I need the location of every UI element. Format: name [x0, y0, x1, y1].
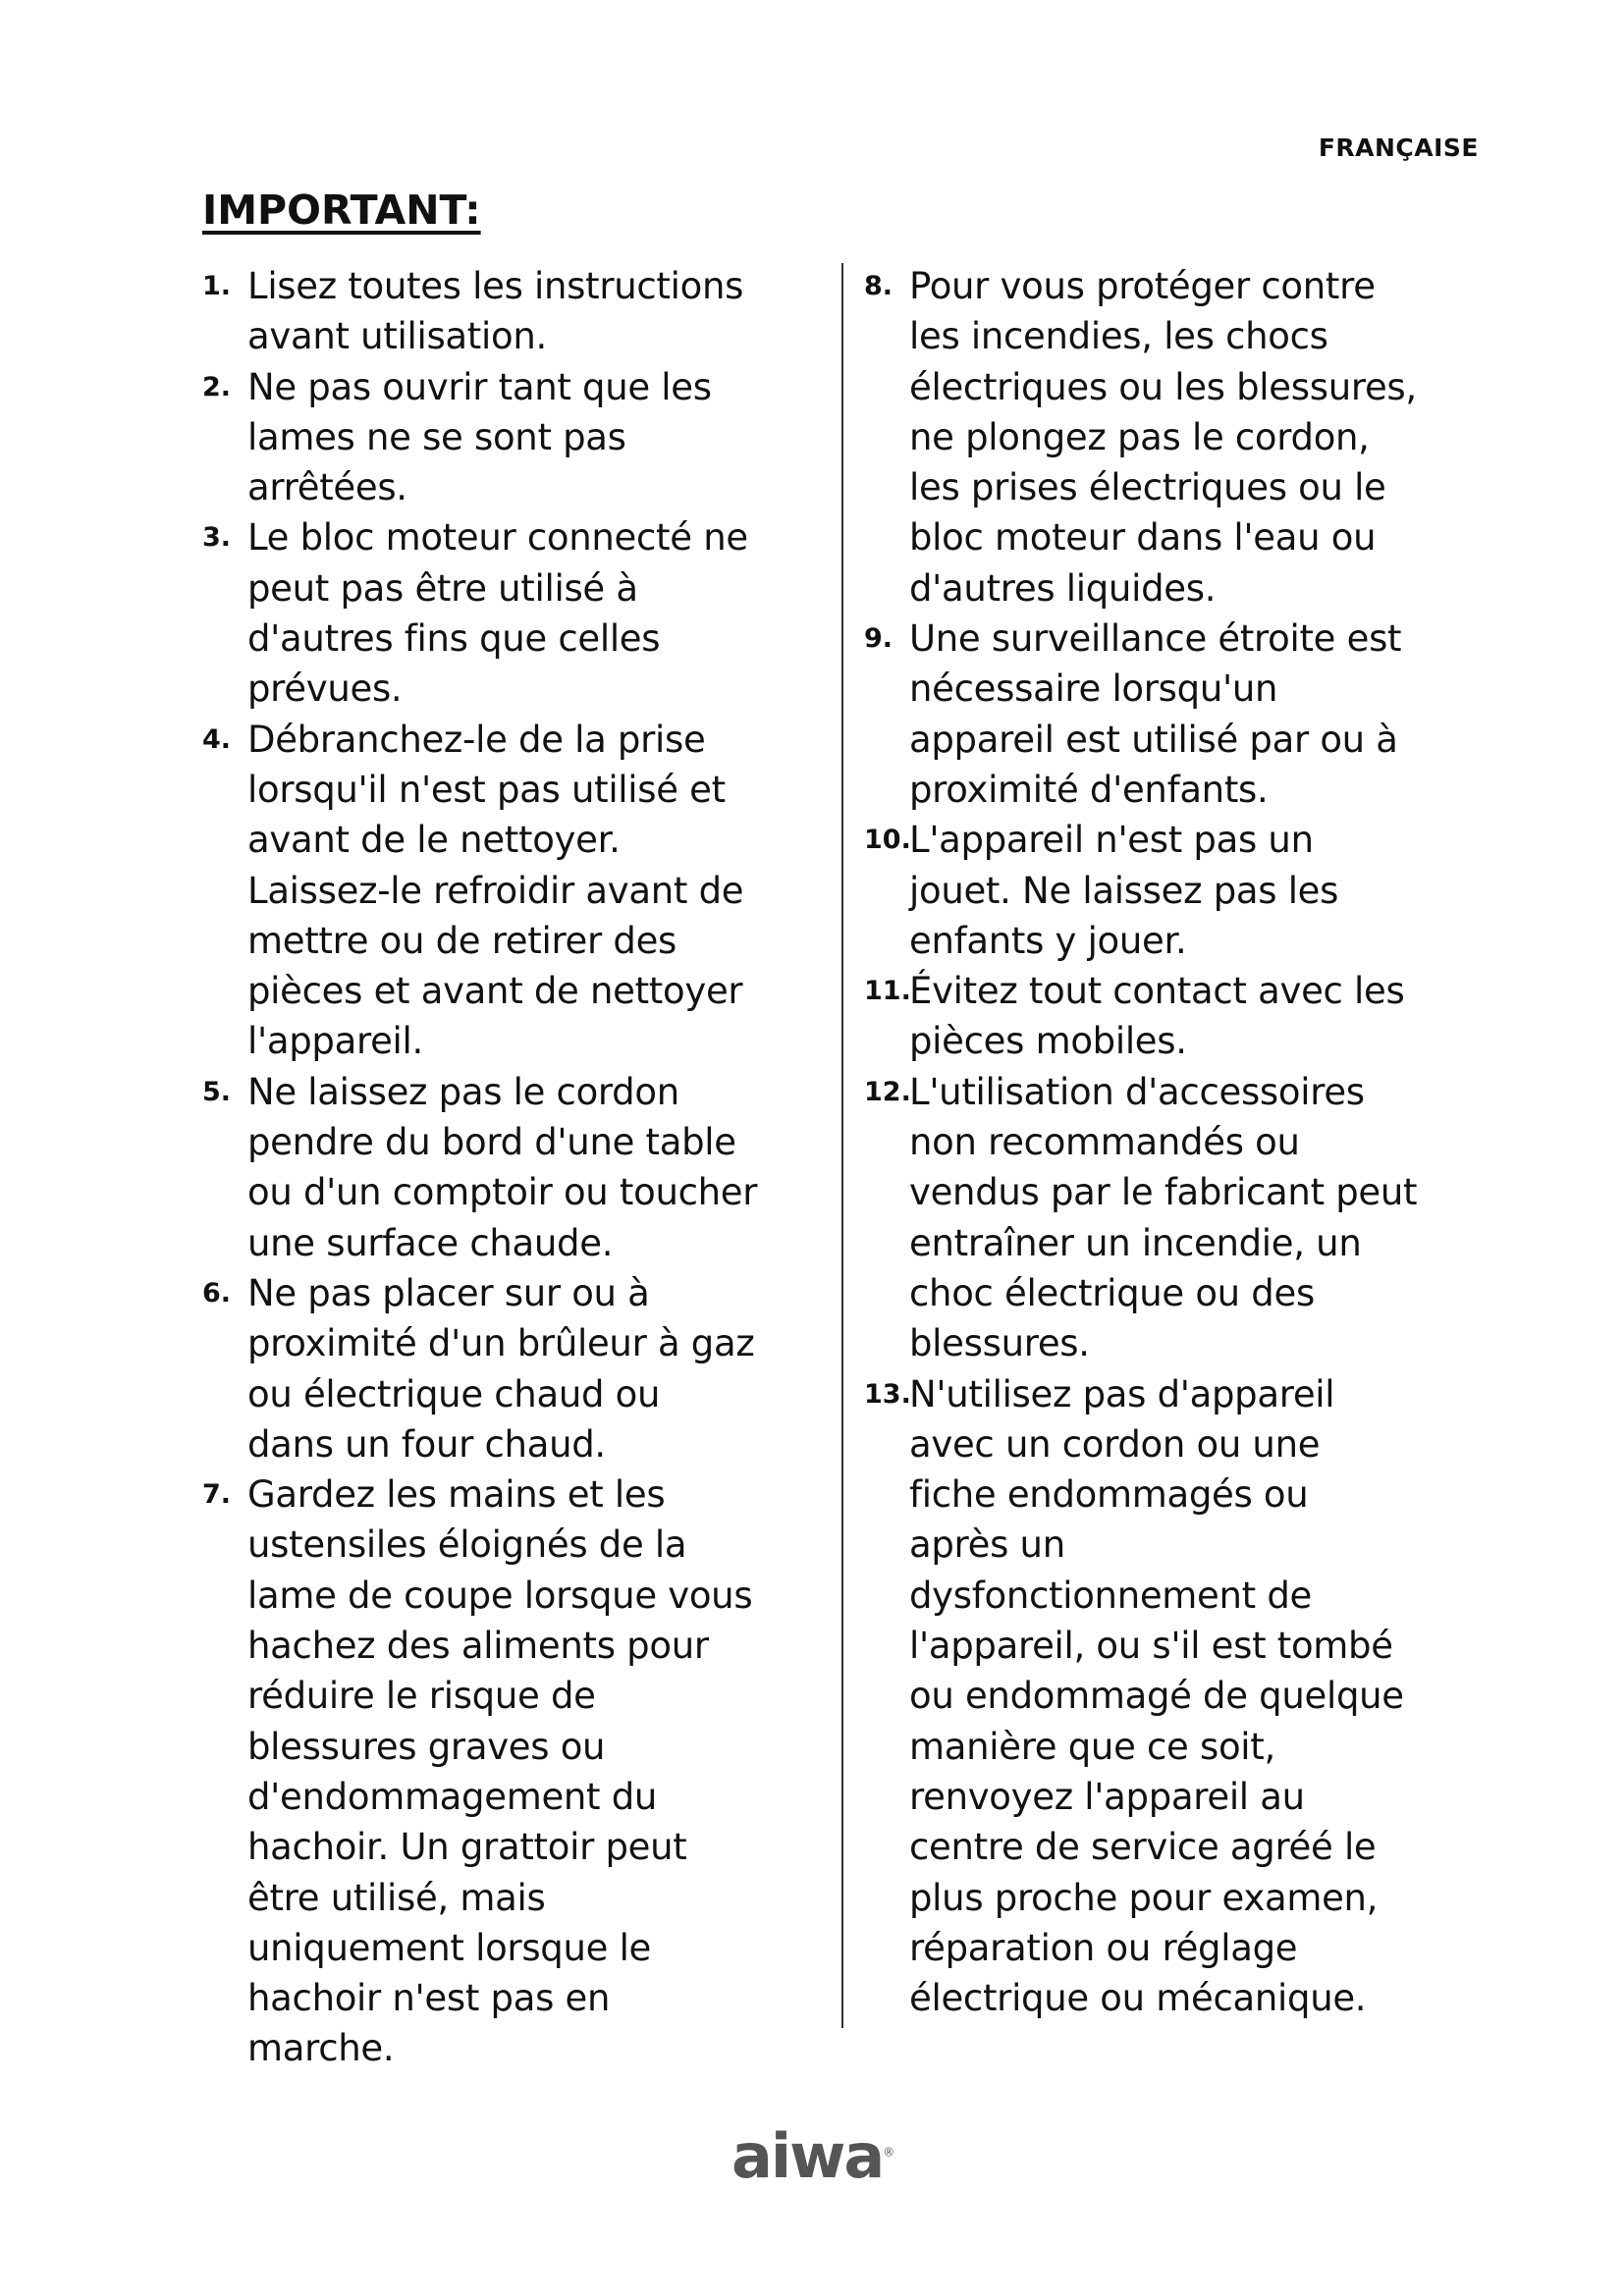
- text-line: prévues.: [247, 667, 403, 711]
- list-item: [864, 815, 1492, 966]
- item-text: [202, 362, 821, 513]
- text-line: jouet. Ne laissez pas les: [909, 869, 1339, 912]
- text-line: Une surveillance étroite est: [909, 617, 1402, 661]
- text-line: non recommandés ou: [909, 1121, 1300, 1164]
- list-item: [864, 614, 1492, 815]
- item-number: 2.: [202, 371, 232, 402]
- text-line: après un: [909, 1523, 1065, 1567]
- item-number: 1.: [202, 271, 232, 301]
- text-line: les incendies, les chocs: [909, 315, 1328, 358]
- item-text: [202, 1268, 821, 1469]
- text-line: hachez des aliments pour: [247, 1625, 709, 1668]
- text-line: ou électrique chaud ou: [247, 1372, 661, 1415]
- text-line: blessures graves ou: [247, 1725, 606, 1768]
- list-item: [864, 966, 1492, 1067]
- text-line: une surface chaude.: [247, 1221, 614, 1264]
- item-text: [202, 1067, 821, 1268]
- item-text: [202, 512, 821, 714]
- item-number: 3.: [202, 522, 232, 554]
- text-line: manière que ce soit,: [909, 1725, 1275, 1768]
- text-line: centre de service agréé le: [909, 1826, 1377, 1869]
- text-line: dysfonctionnement de: [909, 1574, 1312, 1617]
- item-number: 12.: [864, 1076, 911, 1107]
- text-line: N'utilisez pas d'appareil: [909, 1372, 1335, 1415]
- registered-mark: ®: [883, 2145, 893, 2160]
- text-line: ustensiles éloignés de la: [247, 1523, 687, 1567]
- text-line: pièces et avant de nettoyer: [247, 970, 743, 1013]
- text-line: marche.: [247, 2027, 395, 2070]
- list-item: [202, 261, 821, 362]
- item-number: 6.: [202, 1277, 232, 1308]
- text-line: nécessaire lorsqu'un: [909, 667, 1278, 711]
- text-line: Ne pas ouvrir tant que les: [247, 365, 712, 408]
- item-text: [864, 261, 1492, 614]
- text-line: être utilisé, mais: [247, 1876, 546, 1919]
- text-line: ou d'un comptoir ou toucher: [247, 1171, 758, 1214]
- text-line: Évitez tout contact avec les: [909, 970, 1405, 1013]
- text-line: entraîner un incendie, un: [909, 1221, 1362, 1264]
- item-number: 11.: [864, 976, 911, 1007]
- text-line: enfants y jouer.: [909, 919, 1187, 962]
- right-column: [864, 261, 1492, 2023]
- text-line: bloc moteur dans l'eau ou: [909, 516, 1377, 560]
- text-line: avant de le nettoyer.: [247, 819, 621, 862]
- text-line: d'endommagement du: [247, 1775, 658, 1818]
- list-item: [202, 1067, 821, 1268]
- item-number: 10.: [864, 825, 911, 856]
- list-item: [864, 1369, 1492, 2024]
- text-line: renvoyez l'appareil au: [909, 1775, 1305, 1818]
- text-line: pièces mobiles.: [909, 1020, 1187, 1063]
- text-line: avant utilisation.: [247, 315, 547, 358]
- text-line: proximité d'un brûleur à gaz: [247, 1322, 755, 1365]
- list-item: [202, 1469, 821, 2074]
- text-line: réparation ou réglage: [909, 1926, 1298, 1969]
- item-number: 8.: [864, 271, 893, 301]
- item-number: 5.: [202, 1076, 232, 1107]
- text-line: peut pas être utilisé à: [247, 566, 638, 610]
- text-line: choc électrique ou des: [909, 1271, 1315, 1314]
- item-text: [202, 1469, 821, 2074]
- text-line: électrique ou mécanique.: [909, 1977, 1367, 2020]
- text-line: plus proche pour examen,: [909, 1876, 1379, 1919]
- item-number: 7.: [202, 1479, 232, 1511]
- text-line: Lisez toutes les instructions: [247, 265, 744, 307]
- text-line: l'appareil, ou s'il est tombé: [909, 1625, 1393, 1668]
- text-line: d'autres liquides.: [909, 566, 1217, 610]
- item-text: [864, 966, 1492, 1067]
- text-line: vendus par le fabricant peut: [909, 1171, 1418, 1214]
- text-line: réduire le risque de: [247, 1675, 596, 1718]
- text-line: hachoir. Un grattoir peut: [247, 1826, 687, 1869]
- text-line: arrêtées.: [247, 466, 407, 509]
- text-line: l'appareil.: [247, 1020, 423, 1063]
- list-item: [864, 1067, 1492, 1369]
- text-line: L'appareil n'est pas un: [909, 819, 1314, 862]
- text-line: fiche endommagés ou: [909, 1473, 1309, 1517]
- text-line: Pour vous protéger contre: [909, 265, 1376, 307]
- text-line: uniquement lorsque le: [247, 1926, 652, 1969]
- list-item: [864, 261, 1492, 614]
- aiwa-logo: [731, 2120, 893, 2192]
- text-line: Ne pas placer sur ou à: [247, 1271, 650, 1314]
- text-line: lames ne se sont pas: [247, 415, 626, 458]
- item-text: [864, 1067, 1492, 1369]
- item-number: 13.: [864, 1378, 911, 1410]
- item-text: [864, 1369, 1492, 2024]
- item-text: [202, 261, 821, 362]
- text-line: Gardez les mains et les: [247, 1473, 666, 1517]
- text-line: lorsqu'il n'est pas utilisé et: [247, 768, 726, 811]
- text-line: lame de coupe lorsque vous: [247, 1574, 753, 1617]
- list-item: [202, 512, 821, 714]
- text-line: d'autres fins que celles: [247, 617, 661, 661]
- text-line: ou endommagé de quelque: [909, 1675, 1404, 1718]
- text-line: les prises électriques ou le: [909, 466, 1386, 509]
- list-item: [202, 715, 821, 1067]
- list-item: [202, 362, 821, 513]
- text-line: Le bloc moteur connecté ne: [247, 516, 748, 560]
- item-text: [864, 815, 1492, 966]
- text-line: blessures.: [909, 1322, 1090, 1365]
- text-line: pendre du bord d'une table: [247, 1121, 736, 1164]
- language-label: FRANÇAISE: [1318, 133, 1479, 162]
- text-line: proximité d'enfants.: [909, 768, 1269, 811]
- page-title: IMPORTANT:: [202, 187, 481, 234]
- text-line: électriques ou les blessures,: [909, 365, 1417, 408]
- text-line: appareil est utilisé par ou à: [909, 718, 1398, 761]
- logo-text: aiwa: [731, 2120, 884, 2192]
- column-divider: [841, 263, 843, 2028]
- text-line: avec un cordon ou une: [909, 1422, 1321, 1466]
- item-text: [864, 614, 1492, 815]
- left-column: [202, 261, 821, 2074]
- item-text: [202, 715, 821, 1067]
- text-line: Ne laissez pas le cordon: [247, 1070, 679, 1113]
- item-number: 9.: [864, 623, 893, 655]
- text-line: hachoir n'est pas en: [247, 1977, 611, 2020]
- text-line: Laissez-le refroidir avant de: [247, 869, 744, 912]
- text-line: L'utilisation d'accessoires: [909, 1070, 1365, 1113]
- item-number: 4.: [202, 723, 232, 755]
- text-line: mettre ou de retirer des: [247, 919, 677, 962]
- list-item: [202, 1268, 821, 1469]
- text-line: dans un four chaud.: [247, 1422, 606, 1466]
- text-line: Débranchez-le de la prise: [247, 718, 706, 761]
- text-line: ne plongez pas le cordon,: [909, 415, 1370, 458]
